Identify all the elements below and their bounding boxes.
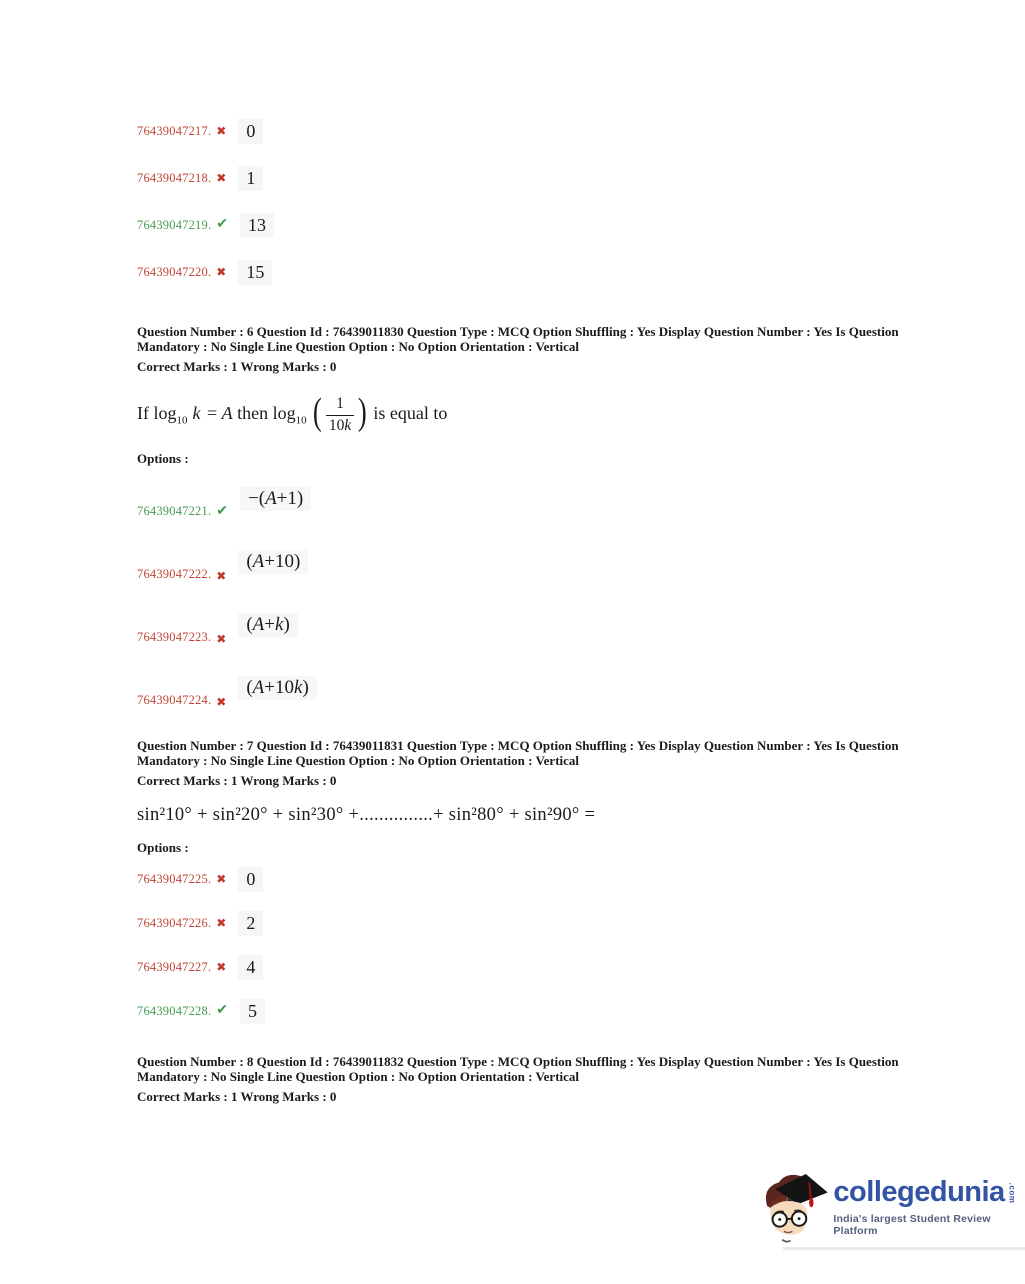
formula-text: ( [246,677,253,698]
option-formula [240,487,311,511]
wrong-icon: ✖ [216,265,227,279]
logo-text [833,1166,1025,1237]
question-7-header [137,738,917,768]
option-row [137,866,917,892]
formula-subscript: 10 [176,414,188,427]
option-value: 2 [238,911,263,936]
question-7 [137,738,917,1024]
formula-text: +1) [276,488,304,509]
formula-text: If log [137,403,177,424]
option-formula [238,676,316,700]
question-7-header-line2: Mandatory : No Single Line Question Option : No Option Orientation : Vertical [137,753,580,768]
wrong-icon: ✖ [216,171,227,185]
page-content [137,0,917,1105]
option-row [137,538,917,584]
formula-text: −( [248,488,266,509]
option-row [137,998,917,1024]
wrong-icon: ✖ [216,695,227,709]
correct-icon: ✔ [216,504,229,519]
question-8-header [137,1054,917,1084]
formula-text: +10 [264,677,294,698]
question-6-header-line2: Mandatory : No Single Line Question Option : No Option Orientation : Vertical [137,339,580,354]
option-id: 76439047222. [137,567,212,581]
option-value: 15 [238,260,272,285]
option-id: 76439047224. [137,693,212,707]
option-id: 76439047226. [137,915,212,930]
correct-icon: ✔ [216,1003,229,1018]
formula-text: ) [302,677,309,698]
formula-text: + [264,614,275,635]
correct-icon: ✔ [216,217,229,232]
option-value: 13 [240,213,274,238]
formula-text: ( [246,614,253,635]
formula-text: = [202,403,222,424]
logo-tagline: India's largest Student Review Platform [833,1213,991,1237]
option-value: 1 [238,166,263,191]
brand-tld: .com [1007,1182,1017,1204]
option-value: 0 [238,119,263,144]
question-8-header-line2: Mandatory : No Single Line Question Option : No Option Orientation : Vertical [137,1069,580,1084]
formula-variable: A [221,403,233,424]
formula-variable: A [252,614,265,635]
option-id: 76439047225. [137,871,212,886]
formula-subscript: 10 [295,414,307,427]
question-6-header [137,324,917,354]
option-id: 76439047227. [137,959,212,974]
option-row [137,259,917,285]
brand-row [833,1178,1025,1208]
previous-question-options [137,118,917,285]
bottom-divider [783,1247,1025,1250]
right-paren: ) [358,391,367,433]
option-formula [238,550,308,574]
option-formula [238,613,297,637]
question-6 [137,324,917,710]
formula-text: ( [246,551,253,572]
option-row [137,664,917,710]
option-value: 0 [238,867,263,892]
question-8-header-line1: Question Number : 8 Question Id : 76439011832 Question Type : MCQ Option Shuffling : Yes Display Question Number : Yes Is Question [137,1054,899,1069]
wrong-icon: ✖ [216,916,227,930]
question-8 [137,1054,917,1105]
option-row [137,165,917,191]
wrong-icon: ✖ [216,632,227,646]
option-id: 76439047221. [137,504,212,518]
collegedunia-logo [762,1166,1025,1246]
wrong-icon: ✖ [216,569,227,583]
formula-variable: k [275,614,284,635]
formula-variable: A [265,488,277,509]
option-row [137,910,917,936]
question-8-marks: Correct Marks : 1 Wrong Marks : 0 [137,1089,337,1104]
formula-text: is equal to [368,403,448,424]
option-id: 76439047220. [137,264,212,279]
wrong-icon: ✖ [216,960,227,974]
formula-variable: k [344,416,352,434]
option-id: 76439047228. [137,1003,212,1018]
question-6-header-line1: Question Number : 6 Question Id : 76439011830 Question Type : MCQ Option Shuffling : Yes Display Question Number : Yes Is Question [137,324,899,339]
option-id: 76439047219. [137,217,212,232]
fraction-denominator [326,416,354,436]
option-id: 76439047223. [137,630,212,644]
question-6-options-label: Options : [137,451,189,466]
option-id: 76439047218. [137,170,212,185]
formula-text: 10 [328,416,345,434]
option-row [137,118,917,144]
collegedunia-mascot [762,1166,829,1246]
question-6-formula [137,393,917,437]
left-paren: ( [313,391,322,433]
formula-variable: A [252,677,265,698]
option-row [137,954,917,980]
formula-text: ) [283,614,290,635]
question-6-marks: Correct Marks : 1 Wrong Marks : 0 [137,359,337,374]
option-value: 4 [238,955,263,980]
option-row [137,475,917,521]
formula-variable: A [252,551,265,572]
formula-text: then log [232,403,296,424]
question-7-header-line1: Question Number : 7 Question Id : 76439011831 Question Type : MCQ Option Shuffling : Yes Display Question Number : Yes Is Question [137,738,899,753]
question-7-formula: sin²10° + sin²20° + sin²30° +...............+ sin²80° + sin²90° = [137,805,596,825]
option-row [137,212,917,238]
formula-variable: k [294,677,303,698]
question-7-marks: Correct Marks : 1 Wrong Marks : 0 [137,773,337,788]
fraction-numerator: 1 [326,395,354,416]
fraction [326,395,354,435]
wrong-icon: ✖ [216,124,227,138]
formula-variable: k [192,403,201,424]
option-value: 5 [240,999,265,1024]
wrong-icon: ✖ [216,872,227,886]
question-7-options-label: Options : [137,840,189,855]
brand-tld-wrap [1005,1178,1015,1208]
option-row [137,601,917,647]
brand-name: collegedunia [833,1176,1005,1208]
formula-text: +10) [264,551,301,572]
option-id: 76439047217. [137,123,212,138]
